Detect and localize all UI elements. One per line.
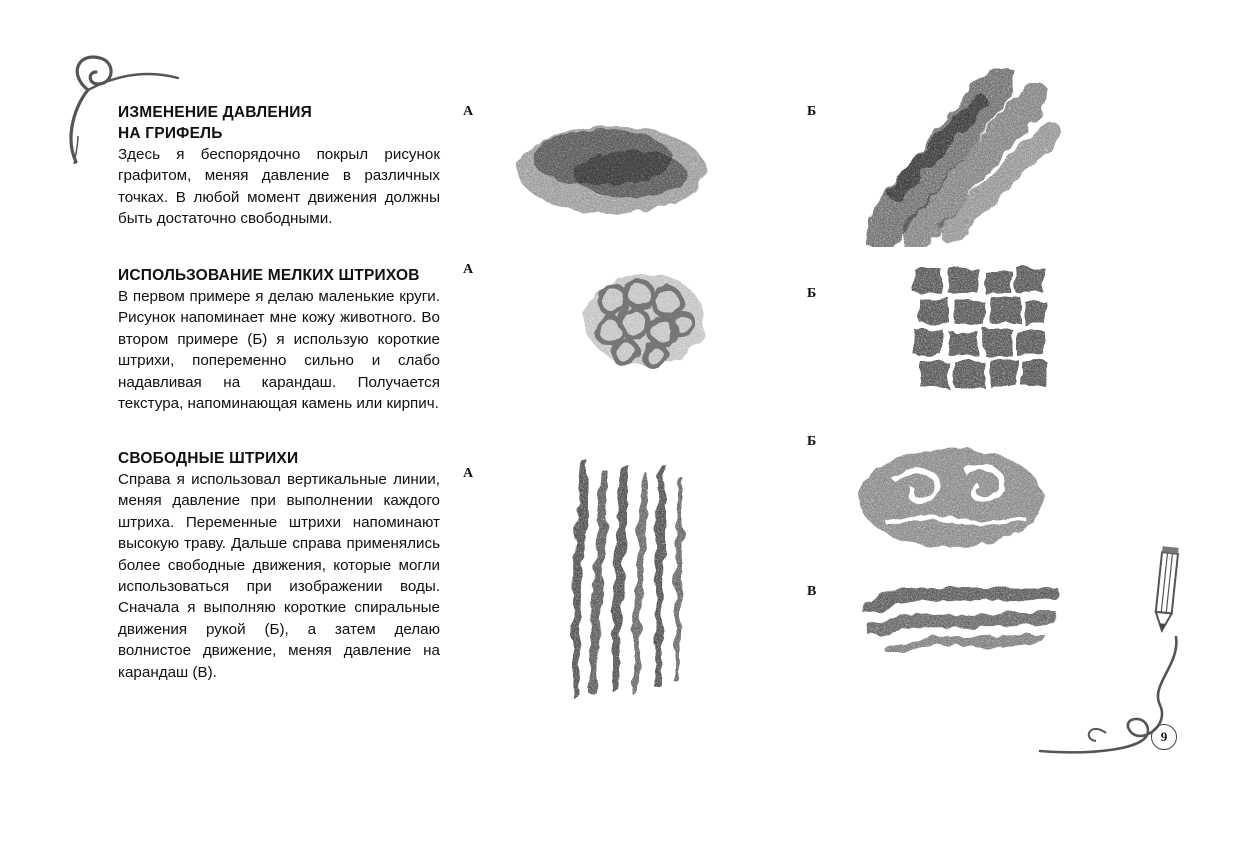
section-text: Справа я использовал вертикальные линии, меняя давление при выполнении каждого штриха. Переменные штрихи напоминают высокую траву. Дальше справа применялись более свободные движения, которые могли использоваться при изображении воды. Сначала я выполняю короткие спиральные движения рукой (Б), а затем делаю волнистое движение, меняя давление на карандаш (В). xyxy=(118,471,440,681)
label-b-3: Б xyxy=(807,434,817,449)
label-v-3: В xyxy=(807,584,817,599)
graphite-swatch-bricks xyxy=(910,263,1050,393)
section-text: В первом примере я делаю маленькие круги. Рисунок напоминает мне кожу животного. Во втором примере (Б) я использую короткие штрихи, попеременно сильно и слабо надавливая на карандаш. Получается текстура, напоминающая камень или кирпич. xyxy=(118,288,440,413)
graphite-swatch-pressure-a xyxy=(510,112,715,222)
label-b-2: Б xyxy=(807,286,817,301)
page-number: 9 xyxy=(1151,724,1177,750)
label-a-3: А xyxy=(463,466,474,481)
section-small-strokes xyxy=(118,265,440,414)
label-a-1: А xyxy=(463,104,474,119)
section-title-line2: НА ГРИФЕЛЬ xyxy=(118,125,223,142)
graphite-swatch-pressure-b xyxy=(860,62,1065,247)
section-pressure xyxy=(118,102,440,230)
graphite-swatch-circles xyxy=(575,260,715,380)
section-title: СВОБОДНЫЕ ШТРИХИ xyxy=(118,450,299,467)
label-a-2: А xyxy=(463,262,474,277)
section-free-strokes xyxy=(118,448,440,683)
section-title: ИСПОЛЬЗОВАНИЕ МЕЛКИХ ШТРИХОВ xyxy=(118,267,420,284)
section-text: Здесь я беспорядочно покрыл рисунок графитом, меняя давление в различных точках. В любой момент движения должны быть достаточно свободными. xyxy=(118,146,440,228)
graphite-swatch-vertical-strokes xyxy=(560,455,700,700)
section-title: ИЗМЕНЕНИЕ ДАВЛЕНИЯ xyxy=(118,104,312,121)
graphite-swatch-spirals xyxy=(855,442,1050,557)
label-b-1: Б xyxy=(807,104,817,119)
